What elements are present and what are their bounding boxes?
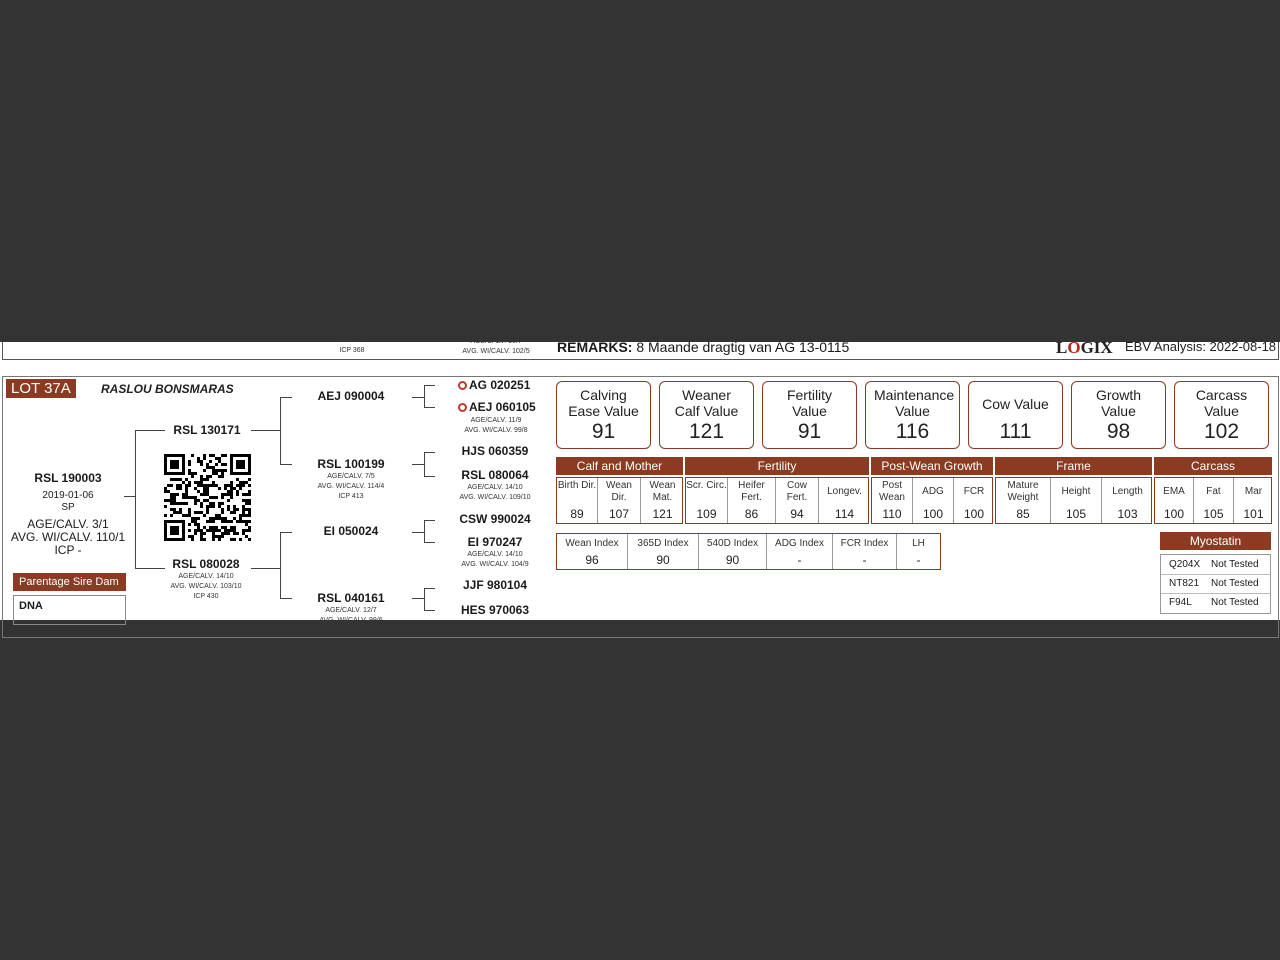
value-card <box>1071 381 1166 449</box>
ebv-cell <box>641 478 684 523</box>
value-card-label: Fertility Value <box>786 387 833 419</box>
animal-code: SP <box>61 502 75 513</box>
myostatin-gene: NT821 <box>1169 578 1200 589</box>
ebv-cell-label: Length <box>1112 486 1143 497</box>
sire-dam-id: RSL 100199 <box>317 457 385 471</box>
prev-avg: AVG. WI/CALV. 102/5 <box>462 348 530 355</box>
dsd-avg: AVG. WI/CALV. 104/9 <box>461 561 529 568</box>
ebv-cell-value: 94 <box>790 507 804 521</box>
ebv-cell <box>1155 478 1194 523</box>
pedigree-line <box>424 407 435 408</box>
ebv-cell-value: 100 <box>963 507 985 521</box>
parentage-header: Parentage Sire Dam <box>13 573 126 591</box>
ebv-group-cells <box>685 477 869 524</box>
dsd-age-calv: AGE/CALV. 14/10 <box>467 551 523 558</box>
pedigree-line <box>251 430 281 431</box>
myostatin-row <box>1161 574 1270 594</box>
ebv-group-header: Frame <box>995 457 1152 475</box>
index-cell <box>833 534 897 569</box>
logo-part-l: L <box>1056 338 1068 357</box>
sss-id: AG 020251 <box>469 378 531 392</box>
sss-row <box>458 378 548 392</box>
ebv-cell-value: 100 <box>1163 507 1185 521</box>
myostatin-status: Not Tested <box>1211 559 1259 570</box>
ebv-group-header: Calf and Mother <box>556 457 683 475</box>
ebv-cell-label: Scr. Circ. <box>686 480 727 491</box>
animal-icp: ICP - <box>54 543 82 557</box>
index-cell <box>767 534 833 569</box>
pedigree-line <box>424 542 435 543</box>
ebv-cell <box>728 478 776 523</box>
ebv-cell <box>913 478 954 523</box>
ebv-group-cells <box>1154 477 1272 524</box>
ebv-cell <box>996 478 1051 523</box>
animal-avg: AVG. WI/CALV. 110/1 <box>10 530 126 544</box>
dam-dam-age-calv: AGE/CALV. 12/7 <box>325 607 377 614</box>
value-card-value: 102 <box>1203 420 1240 443</box>
ebv-cell-value: 85 <box>1016 507 1030 521</box>
myostatin-row <box>1161 555 1270 575</box>
pedigree-line <box>424 610 435 611</box>
ebv-cell-label: Height <box>1061 486 1091 497</box>
value-card-label: Weaner Calf Value <box>674 387 739 419</box>
sire-sire-id: AEJ 090004 <box>317 389 385 403</box>
dam-avg: AVG. WI/CALV. 103/10 <box>170 583 242 590</box>
myostatin-gene: F94L <box>1169 597 1192 608</box>
ebv-cell-label: ADG <box>922 486 944 497</box>
index-label: 365D Index <box>637 538 689 549</box>
dam-dam-avg: AVG. WI/CALV. 99/6 <box>319 617 383 624</box>
prev-icp: ICP 368 <box>339 347 365 354</box>
ebv-cell-label: Longev. <box>827 486 862 497</box>
logo-part-rest: GIX <box>1080 338 1113 357</box>
dds-id: JJF 980104 <box>462 578 528 592</box>
ebv-cell <box>686 478 728 523</box>
pedigree-line <box>424 385 435 386</box>
value-card-label: Cow Value <box>982 396 1049 412</box>
value-card <box>865 381 960 449</box>
lot-badge: LOT 37A <box>6 379 76 398</box>
pedigree-line <box>424 520 435 521</box>
ebv-cell-label: Mar <box>1244 486 1263 497</box>
ssd-age-calv: AGE/CALV. 11/9 <box>470 417 522 424</box>
pedigree-line <box>424 476 435 477</box>
ebv-group-cells <box>556 477 683 524</box>
ebv-cell <box>1194 478 1234 523</box>
value-card-value: 98 <box>1106 420 1131 443</box>
ebv-group-header: Carcass <box>1154 457 1272 475</box>
pedigree-line <box>424 452 435 453</box>
index-label: FCR Index <box>840 538 889 549</box>
ebv-cell <box>1234 478 1273 523</box>
ebv-cell-value: 100 <box>922 507 944 521</box>
ebv-cell-value: 89 <box>570 507 584 521</box>
index-value: - <box>916 553 921 567</box>
pedigree-line <box>280 532 292 533</box>
sire-dam-icp: ICP 413 <box>338 493 364 500</box>
myostatin-gene: Q204X <box>1169 559 1201 570</box>
value-card-value: 91 <box>797 420 822 443</box>
ebv-cell <box>1051 478 1102 523</box>
pedigree-line <box>280 397 292 398</box>
sds-id: HJS 060359 <box>461 444 529 458</box>
dam-sire-id: EI 050024 <box>323 524 379 538</box>
ebv-cell-label: FCR <box>963 486 985 497</box>
animal-dob: 2019-01-06 <box>42 490 94 501</box>
ebv-cell <box>557 478 598 523</box>
sire-dam-age-calv: AGE/CALV. 7/5 <box>327 473 375 480</box>
ebv-cell-label: Wean Dir. <box>606 480 632 503</box>
ebv-cell-value: 101 <box>1243 507 1264 521</box>
myostatin-header: Myostatin <box>1160 532 1271 550</box>
dsd-id: EI 970247 <box>467 535 523 549</box>
sire-id: RSL 130171 <box>173 423 241 437</box>
pedigree-line <box>135 430 165 431</box>
ebv-cell-label: Post Wean <box>879 480 905 503</box>
ebv-cell <box>1102 478 1153 523</box>
pedigree-line <box>135 430 136 568</box>
index-label: ADG Index <box>775 538 824 549</box>
ssd-id: AEJ 060105 <box>469 400 536 414</box>
value-card <box>1174 381 1269 449</box>
pedigree-line <box>280 598 292 599</box>
target-marker-icon <box>458 381 467 390</box>
ebv-cell-label: Heifer Fert. <box>738 480 765 503</box>
dam-id: RSL 080028 <box>172 557 240 571</box>
remarks-label: REMARKS: <box>557 339 633 355</box>
ddd-id: HES 970063 <box>460 603 530 617</box>
ebv-group-header: Post-Wean Growth <box>871 457 993 475</box>
myostatin-table <box>1160 554 1271 614</box>
ebv-cell-label: Mature Weight <box>1007 480 1039 503</box>
ebv-group-cells <box>871 477 993 524</box>
qr-code-icon <box>164 454 251 541</box>
ebv-cell-value: 110 <box>882 507 902 521</box>
prev-top-id: RSL 100276 <box>330 337 370 344</box>
index-label: Wean Index <box>565 538 619 549</box>
index-table <box>556 533 941 570</box>
pedigree-line <box>424 588 435 589</box>
myostatin-row <box>1161 593 1270 612</box>
value-card-value: 111 <box>999 420 1032 443</box>
remarks-text: 8 Maande dragtig van AG 13-0115 <box>636 339 850 355</box>
ebv-cell <box>954 478 994 523</box>
sire-dam-avg: AVG. WI/CALV. 114/4 <box>317 483 385 490</box>
ebv-cell-value: 103 <box>1117 507 1138 521</box>
value-card-value: 116 <box>895 420 930 443</box>
ebv-cell <box>776 478 819 523</box>
index-cell <box>699 534 767 569</box>
index-cell <box>897 534 940 569</box>
sdd-age-calv: AGE/CALV. 14/10 <box>467 484 523 491</box>
ebv-cell-value: 114 <box>834 507 855 521</box>
pedigree-line <box>424 588 425 610</box>
sdd-id: RSL 080064 <box>461 468 529 482</box>
ebv-group-header: Fertility <box>685 457 869 475</box>
target-marker-icon <box>458 403 467 412</box>
pedigree-line <box>280 464 292 465</box>
dam-age-calv: AGE/CALV. 14/10 <box>178 573 234 580</box>
dam-icp: ICP 430 <box>193 593 219 600</box>
value-card-label: Carcass Value <box>1195 387 1248 419</box>
ebv-cell-label: EMA <box>1163 486 1185 497</box>
myostatin-status: Not Tested <box>1211 597 1259 608</box>
index-value: - <box>797 553 802 567</box>
dna-box <box>13 595 126 625</box>
ebv-cell-value: 109 <box>696 507 717 521</box>
index-value: 96 <box>585 553 599 567</box>
ebv-group-cells <box>995 477 1152 524</box>
ssd-avg: AVG. WI/CALV. 99/8 <box>464 427 528 434</box>
ebv-cell <box>872 478 913 523</box>
logo-part-o: O <box>1067 338 1081 357</box>
dam-dam-id: RSL 040161 <box>317 591 385 605</box>
breed-name: RASLOU BONSMARAS <box>101 382 234 396</box>
dna-label: DNA <box>19 600 43 612</box>
dss-id: CSW 990024 <box>459 512 531 526</box>
ebv-cell-label: Fat <box>1206 486 1221 497</box>
ebv-cell <box>598 478 641 523</box>
value-card <box>659 381 754 449</box>
ebv-cell-value: 86 <box>744 507 759 521</box>
value-card-value: 121 <box>688 420 725 443</box>
animal-id: RSL 190003 <box>34 471 102 485</box>
value-card <box>556 381 651 449</box>
pedigree-line <box>424 520 425 542</box>
index-cell <box>628 534 699 569</box>
logix-logo <box>1056 338 1113 358</box>
pedigree-line <box>251 568 281 569</box>
prev-age-calv: AGE/CALV. 10/7 <box>470 338 522 345</box>
value-card <box>968 381 1063 449</box>
index-value: - <box>862 553 867 567</box>
ebv-cell-value: 105 <box>1065 507 1087 521</box>
ebv-cell-label: Wean Mat. <box>649 480 676 503</box>
pedigree-line <box>424 385 425 407</box>
sdd-avg: AVG. WI/CALV. 109/10 <box>459 494 531 501</box>
ssd-row <box>458 400 548 414</box>
ebv-cell-value: 107 <box>608 507 630 521</box>
pedigree-line <box>280 397 281 464</box>
value-card-label: Calving Ease Value <box>568 387 639 419</box>
value-card-label: Growth Value <box>1095 387 1142 419</box>
catalog-strip <box>0 337 1280 624</box>
index-value: 90 <box>725 553 740 567</box>
ebv-cell-label: Cow Fert. <box>786 480 808 503</box>
ebv-cell-label: Birth Dir. <box>557 480 597 491</box>
value-card-label: Maintenance Value <box>874 387 955 419</box>
ebv-cell <box>819 478 870 523</box>
myostatin-status: Not Tested <box>1211 578 1259 589</box>
ebv-cell-value: 105 <box>1203 507 1224 521</box>
pedigree-line <box>424 452 425 476</box>
animal-age-calv: AGE/CALV. 3/1 <box>27 517 109 531</box>
ebv-analysis-date: EBV Analysis: 2022-08-18 <box>1125 339 1277 354</box>
remarks <box>557 339 849 355</box>
value-card <box>762 381 857 449</box>
index-value: 90 <box>656 553 670 567</box>
index-label: 540D Index <box>706 538 759 549</box>
index-label: LH <box>912 538 925 549</box>
ebv-cell-value: 121 <box>652 507 673 521</box>
pedigree-line <box>280 532 281 598</box>
value-card-value: 91 <box>591 420 616 443</box>
index-cell <box>557 534 628 569</box>
